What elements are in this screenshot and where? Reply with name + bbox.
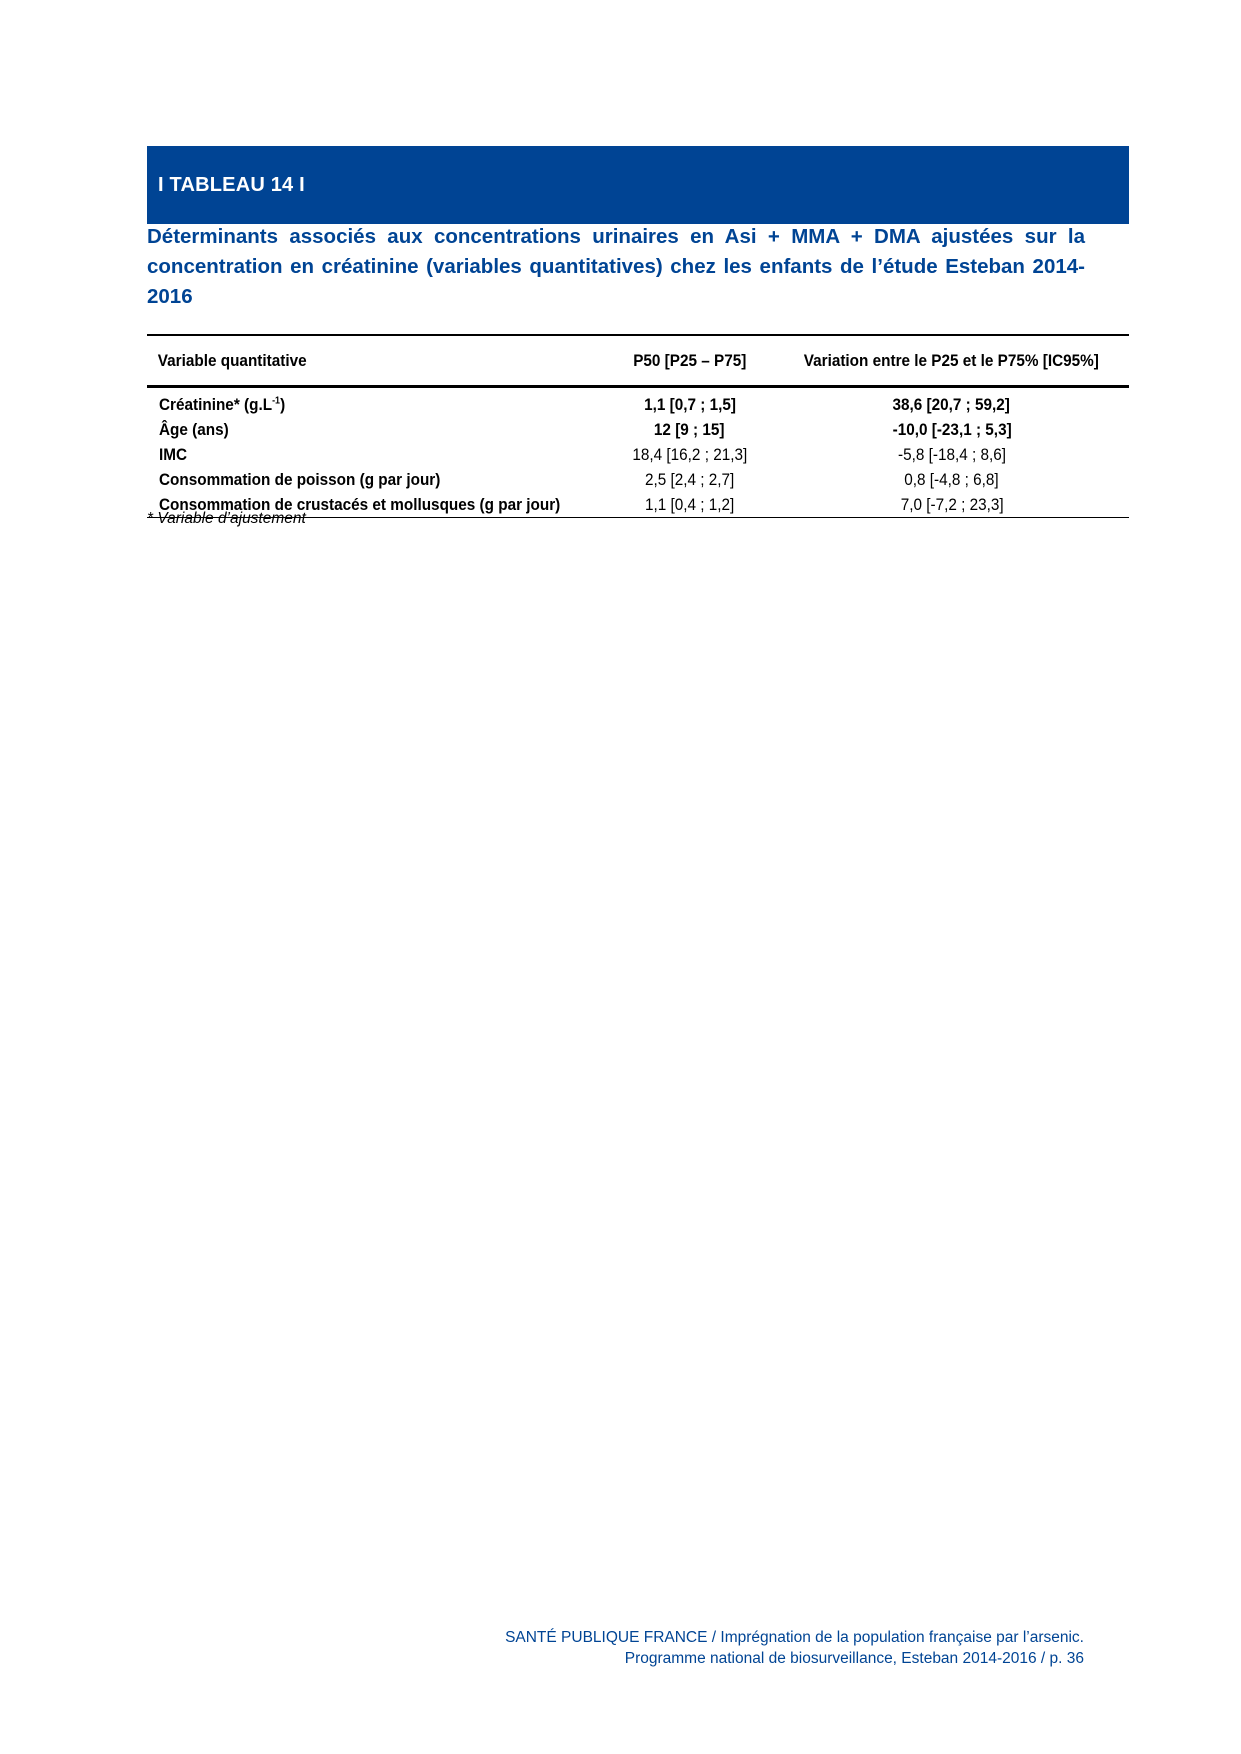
table-row <box>147 387 1129 418</box>
cell-variable: IMC <box>159 445 188 464</box>
cell-p50: 1,1 [0,4 ; 1,2] <box>605 492 775 518</box>
data-table <box>147 334 1129 518</box>
cell-variation: 38,6 [20,7 ; 59,2] <box>893 395 1011 414</box>
cell-variation: -5,8 [-18,4 ; 8,6] <box>897 445 1006 464</box>
column-header-p50: P50 [P25 – P75] <box>613 335 766 387</box>
column-header-variable: Variable quantitative <box>147 335 559 387</box>
cell-variable: Consommation de poisson (g par jour) <box>159 470 441 489</box>
table-header-row <box>147 335 1129 387</box>
cell-variation: 0,8 [-4,8 ; 6,8] <box>904 470 999 489</box>
table-row <box>147 467 1129 492</box>
footer-line-1: SANTÉ PUBLIQUE FRANCE / Imprégnation de la population française par l’arsenic. <box>505 1629 1084 1646</box>
cell-variable: Âge (ans) <box>159 420 229 439</box>
cell-variable: Consommation de crustacés et mollusques (g par jour) <box>147 492 605 518</box>
cell-variable: Créatinine* $(g.L^{-1})$ <box>159 395 286 414</box>
column-header-variation: Variation entre le P25 et le P75% [IC95%] <box>792 335 1111 387</box>
page-footer <box>505 1627 1084 1669</box>
footnote: * Variable d’ajustement <box>147 510 306 527</box>
cell-p50: 2,5 [2,4 ; 2,7] <box>644 470 735 489</box>
table-row <box>147 417 1129 442</box>
table-row <box>147 442 1129 467</box>
table-title: Déterminants associés aux concentrations urinaires en Asi + MMA + DMA ajustées sur la concentration en créatinine (variables quantitatives) chez les enfants de l’étude Esteban 2014-2016 <box>147 225 1085 308</box>
cell-variation: 7,0 [-7,2 ; 23,3] <box>774 492 1129 518</box>
cell-p50: 12 [9 ; 15] <box>654 420 725 439</box>
table-label: I TABLEAU 14 I <box>158 174 305 196</box>
cell-p50: 18,4 [16,2 ; 21,3] <box>632 445 748 464</box>
cell-p50: 1,1 [0,7 ; 1,5] <box>643 395 736 414</box>
footer-line-2: Programme national de biosurveillance, Esteban 2014-2016 / p. 36 <box>624 1650 1084 1667</box>
cell-variation: -10,0 [-23,1 ; 5,3] <box>892 420 1012 439</box>
